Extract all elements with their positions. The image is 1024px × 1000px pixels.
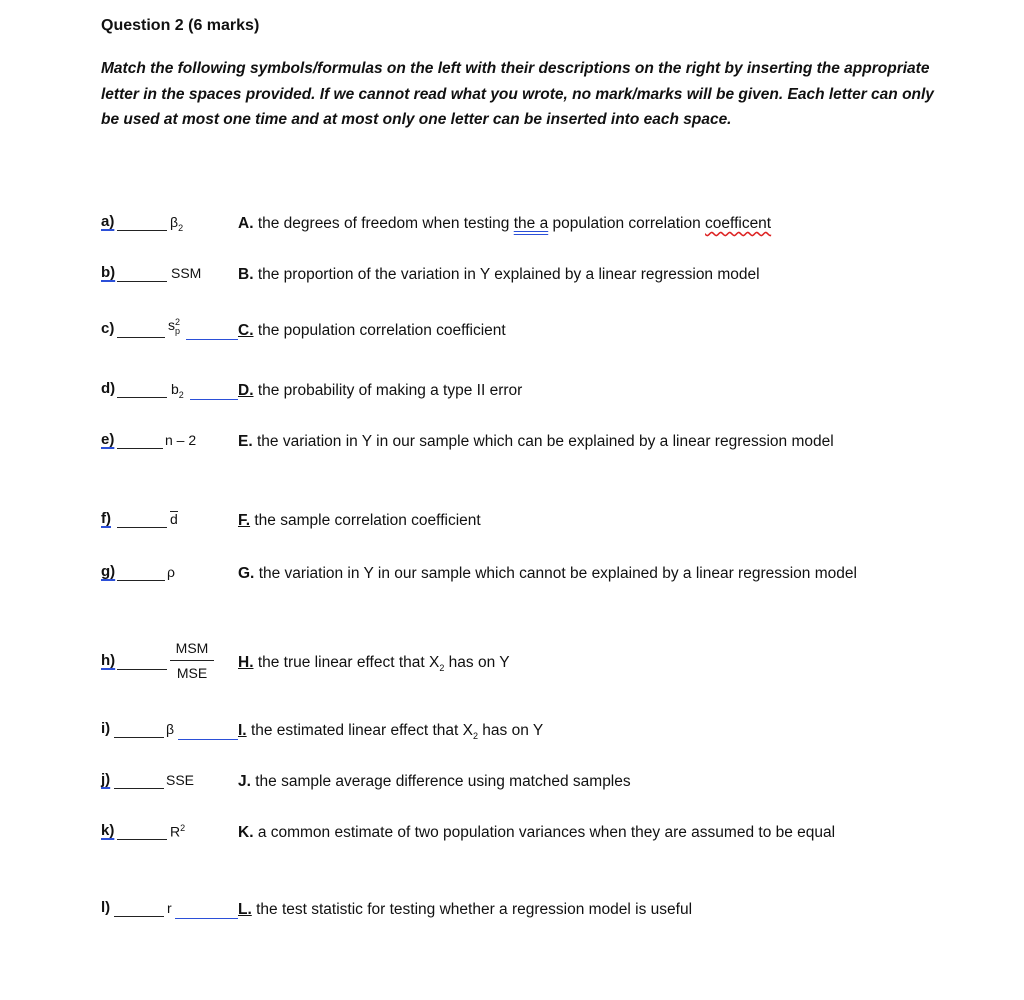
answer-blank[interactable] — [114, 916, 164, 917]
answer-blank[interactable] — [117, 839, 167, 840]
answer-blank[interactable] — [114, 737, 164, 738]
item-label: i) — [101, 720, 111, 737]
blue-line — [175, 918, 238, 919]
description: A. the degrees of freedom when testing the a population correlation coefficent — [238, 215, 772, 232]
description: D. the probability of making a type II error — [238, 382, 523, 399]
description: B. the proportion of the variation in Y explained by a linear regression model — [238, 266, 760, 283]
answer-blank[interactable] — [117, 397, 167, 398]
description: I. the estimated linear effect that $X_2$ has on Y — [238, 722, 544, 742]
symbol: s 2 p — [168, 317, 181, 336]
item-label: b) — [101, 264, 116, 281]
answer-blank[interactable] — [117, 281, 167, 282]
symbol: n – 2 — [165, 432, 197, 448]
item-label: a) — [101, 213, 115, 230]
description: C. the population correlation coefficient — [238, 322, 506, 339]
symbol: d — [170, 511, 178, 527]
symbol: SSM — [171, 265, 202, 281]
symbol-fraction: MSM MSE — [170, 640, 214, 681]
symbol: ρ — [167, 564, 175, 580]
answer-blank[interactable] — [117, 669, 167, 670]
item-label: l) — [101, 899, 111, 916]
item-label: h) — [101, 652, 116, 669]
symbol: $\beta_2$ — [170, 214, 184, 233]
item-label: k) — [101, 822, 115, 839]
description: G. the variation in Y in our sample which cannot be explained by a linear regression model — [238, 565, 857, 582]
description: L. the test statistic for testing whether a regression model is useful — [238, 901, 693, 918]
answer-blank[interactable] — [114, 788, 164, 789]
item-label: g) — [101, 563, 116, 580]
instructions: Match the following symbols/formulas on the left with their descriptions on the right by inserting the appropriate letter in the spaces provided. If we cannot read what you wrote, no mark/marks will be given. Each letter can only be used at most one time and at most only one letter can be inserted into each space. — [101, 60, 934, 128]
blue-line — [190, 399, 238, 400]
answer-blank[interactable] — [117, 448, 163, 449]
item-label: e) — [101, 431, 115, 448]
symbol: $b_2$ — [171, 381, 184, 400]
item-label: d) — [101, 380, 116, 397]
answer-blank[interactable] — [117, 527, 167, 528]
symbol: SSE — [166, 772, 195, 788]
description: E. the variation in Y in our sample which can be explained by a linear regression model — [238, 433, 834, 450]
answer-blank[interactable] — [117, 230, 167, 231]
answer-blank[interactable] — [117, 580, 165, 581]
description: H. the true linear effect that $X_2$ has on Y — [238, 654, 510, 674]
item-label: j) — [101, 771, 111, 788]
question-title: Question 2 (6 marks) — [101, 17, 260, 34]
item-label: f) — [101, 510, 111, 527]
answer-blank[interactable] — [117, 337, 165, 338]
symbol: β — [166, 721, 175, 737]
item-label: c) — [101, 320, 115, 337]
description: F. the sample correlation coefficient — [238, 512, 481, 529]
description: K. a common estimate of two population variances when they are assumed to be equal — [238, 824, 836, 841]
blue-line — [178, 739, 238, 740]
description: J. the sample average difference using matched samples — [238, 773, 631, 790]
symbol: r — [167, 900, 172, 916]
symbol: $R^2$ — [170, 823, 186, 840]
blue-line — [186, 339, 238, 340]
